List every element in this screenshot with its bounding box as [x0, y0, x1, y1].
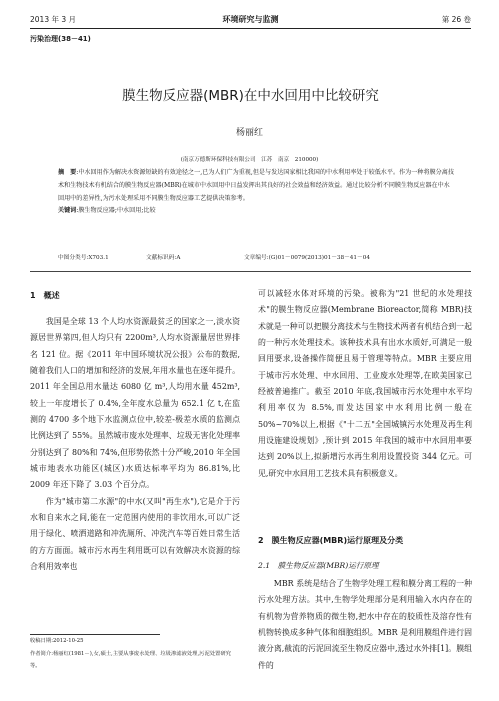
keywords-line: [58, 205, 455, 218]
body-paragraph: 可以减轻水体对环境的污染。被称为"21 世纪的水处理技术"的膜生物反应器(Membrane Bioreactor,简称 MBR)技术就是一种可以把膜分离技术与生物技术两者有机结合到一起的一种污水处理技术。该种技术具有出水水质好,可满足一般回用要求,设备操作简便且易于管理等特点。MBR 主要应用于城市污水处理、中水回用、工业废水处理等,在欧美国家已经被普遍推广。截至 2010 年底,我国城市污水处理中水平均利用率仅为 8.5%,而发达国家中水利用比例一般在 50%~70%以上,根据《"十二五"全国城镇污水处理及再生利用设施建设规划》,预计到 2015 年我国的城市中水回用率要达到 20%以上,拟新增污水再生利用设置投资 344 亿元。可见,研究中水回用工艺技术具有积极意义。: [258, 289, 472, 478]
section-2-1-heading: 2.1 膜生物反应器(MBR)运行原理: [258, 561, 379, 570]
abstract-divider: [30, 271, 471, 272]
author-affiliation: (南京万德斯环保科技有限公司 江苏 南京 210000): [180, 157, 319, 163]
header-rule: [30, 28, 471, 29]
issue-date: 2013 年 3 月: [30, 15, 77, 24]
abstract-paragraph: [58, 167, 455, 205]
section-2-heading: 2 膜生物反应器(MBR)运行原理及分类: [258, 536, 404, 545]
keywords-text: :膜生物反应器;中水回用;比较: [76, 207, 156, 215]
section-tag: 污染治理(38－41): [30, 35, 91, 43]
volume-number: 第 26 卷: [441, 15, 471, 24]
journal-name: 环境研究与监测: [222, 15, 279, 24]
abstract-block: [58, 167, 455, 218]
body-paragraph: MBR 系统是结合了生物学处理工程和膜分离工程的一种污水处理方法。其中,生物学处理部分是利用输入水内存在的有机物为营养物质的微生物,把水中存在的胶质性及溶存性有机物转换成多种气体和细胞组织。MBR 是利用膜组件进行固液分离,截流的污泥回流至生物反应器中,透过水外排[1]。膜组件的: [258, 579, 472, 670]
left-column: [30, 314, 240, 576]
article-number: 文章编号:(G)01－0079(2013)01－38－41－04: [244, 255, 370, 261]
author-bio: 作者简介:杨丽红(1981－),女,硕士,主要从事废水处理、垃圾渗滤液处理,污泥处置研究等。: [30, 651, 231, 669]
right-column: [258, 286, 472, 482]
right-column-continued: [258, 576, 472, 674]
abstract-label: 摘 要: [58, 169, 77, 176]
keywords-label: 关键词: [58, 207, 77, 215]
body-paragraph: 我国是全球 13 个人均水资源最贫乏的国家之一,淡水资源居世界第四,但人均只有 2200m³,人均水资源量居世界排名 121 位。据《2011 年中国环境状况公报》公布的数据,随着我们人口的增加和经济的发展,年用水量也在逐年提升。2011 年全国总用水量达 6080 亿 m³,人均用水量 452m³,较上一年度增长了 0.4%,全年度水总量为 652.1 亿 t,在监测的 4700 多个地下水监测点位中,较差-极差水质的监测点比例达到了 55%。虽然城市废水处理率、垃圾无害化处理率分别达到了 80%和 74%,但形势依然十分严峻,2010 年全国城市地表水功能区(城区)水质达标率平均为 86.81%,比 2009 年还下降了 3.03 个百分点。: [30, 317, 240, 490]
section-1-heading: 1 概述: [30, 291, 60, 300]
body-paragraph: 作为"城市第二水源"的中水(又叫"再生水"),它是介于污水和自来水之间,能在一定范围内使用的非饮用水,可以广泛用于绿化、喷洒道路和冲洗厕所、冲洗汽车等百姓日常生活的方方面面。城市污水再生利用既可以有效解决水资源的综合利用效率也: [30, 496, 240, 572]
footnote-rule: [30, 634, 160, 635]
running-header: [30, 14, 471, 28]
paper-title: 膜生物反应器(MBR)在中水回用中比较研究: [122, 88, 379, 104]
abstract-text: :中水回用作为解决水资源短缺的有效途径之一,已为人们广为重视,但是与发达国家相比我国的中水利用率处于较低水平。作为一种将膜分离技术和生物技术有机结合的膜生物反应器(MBR)在城市中水回用中日益发挥出其良好的社会效益和经济效益。通过比较分析不同膜生物反应器在中水回用中的差异性,为污水处理采用不同膜生物反应器工艺提供决策参考。: [58, 169, 454, 202]
author-name: 杨丽红: [235, 128, 263, 138]
document-code: 文献标识码:A: [146, 255, 181, 261]
clc-number: 中图分类号:X703.1: [58, 255, 109, 261]
received-date: 收稿日期:2012-10-25: [30, 638, 84, 644]
